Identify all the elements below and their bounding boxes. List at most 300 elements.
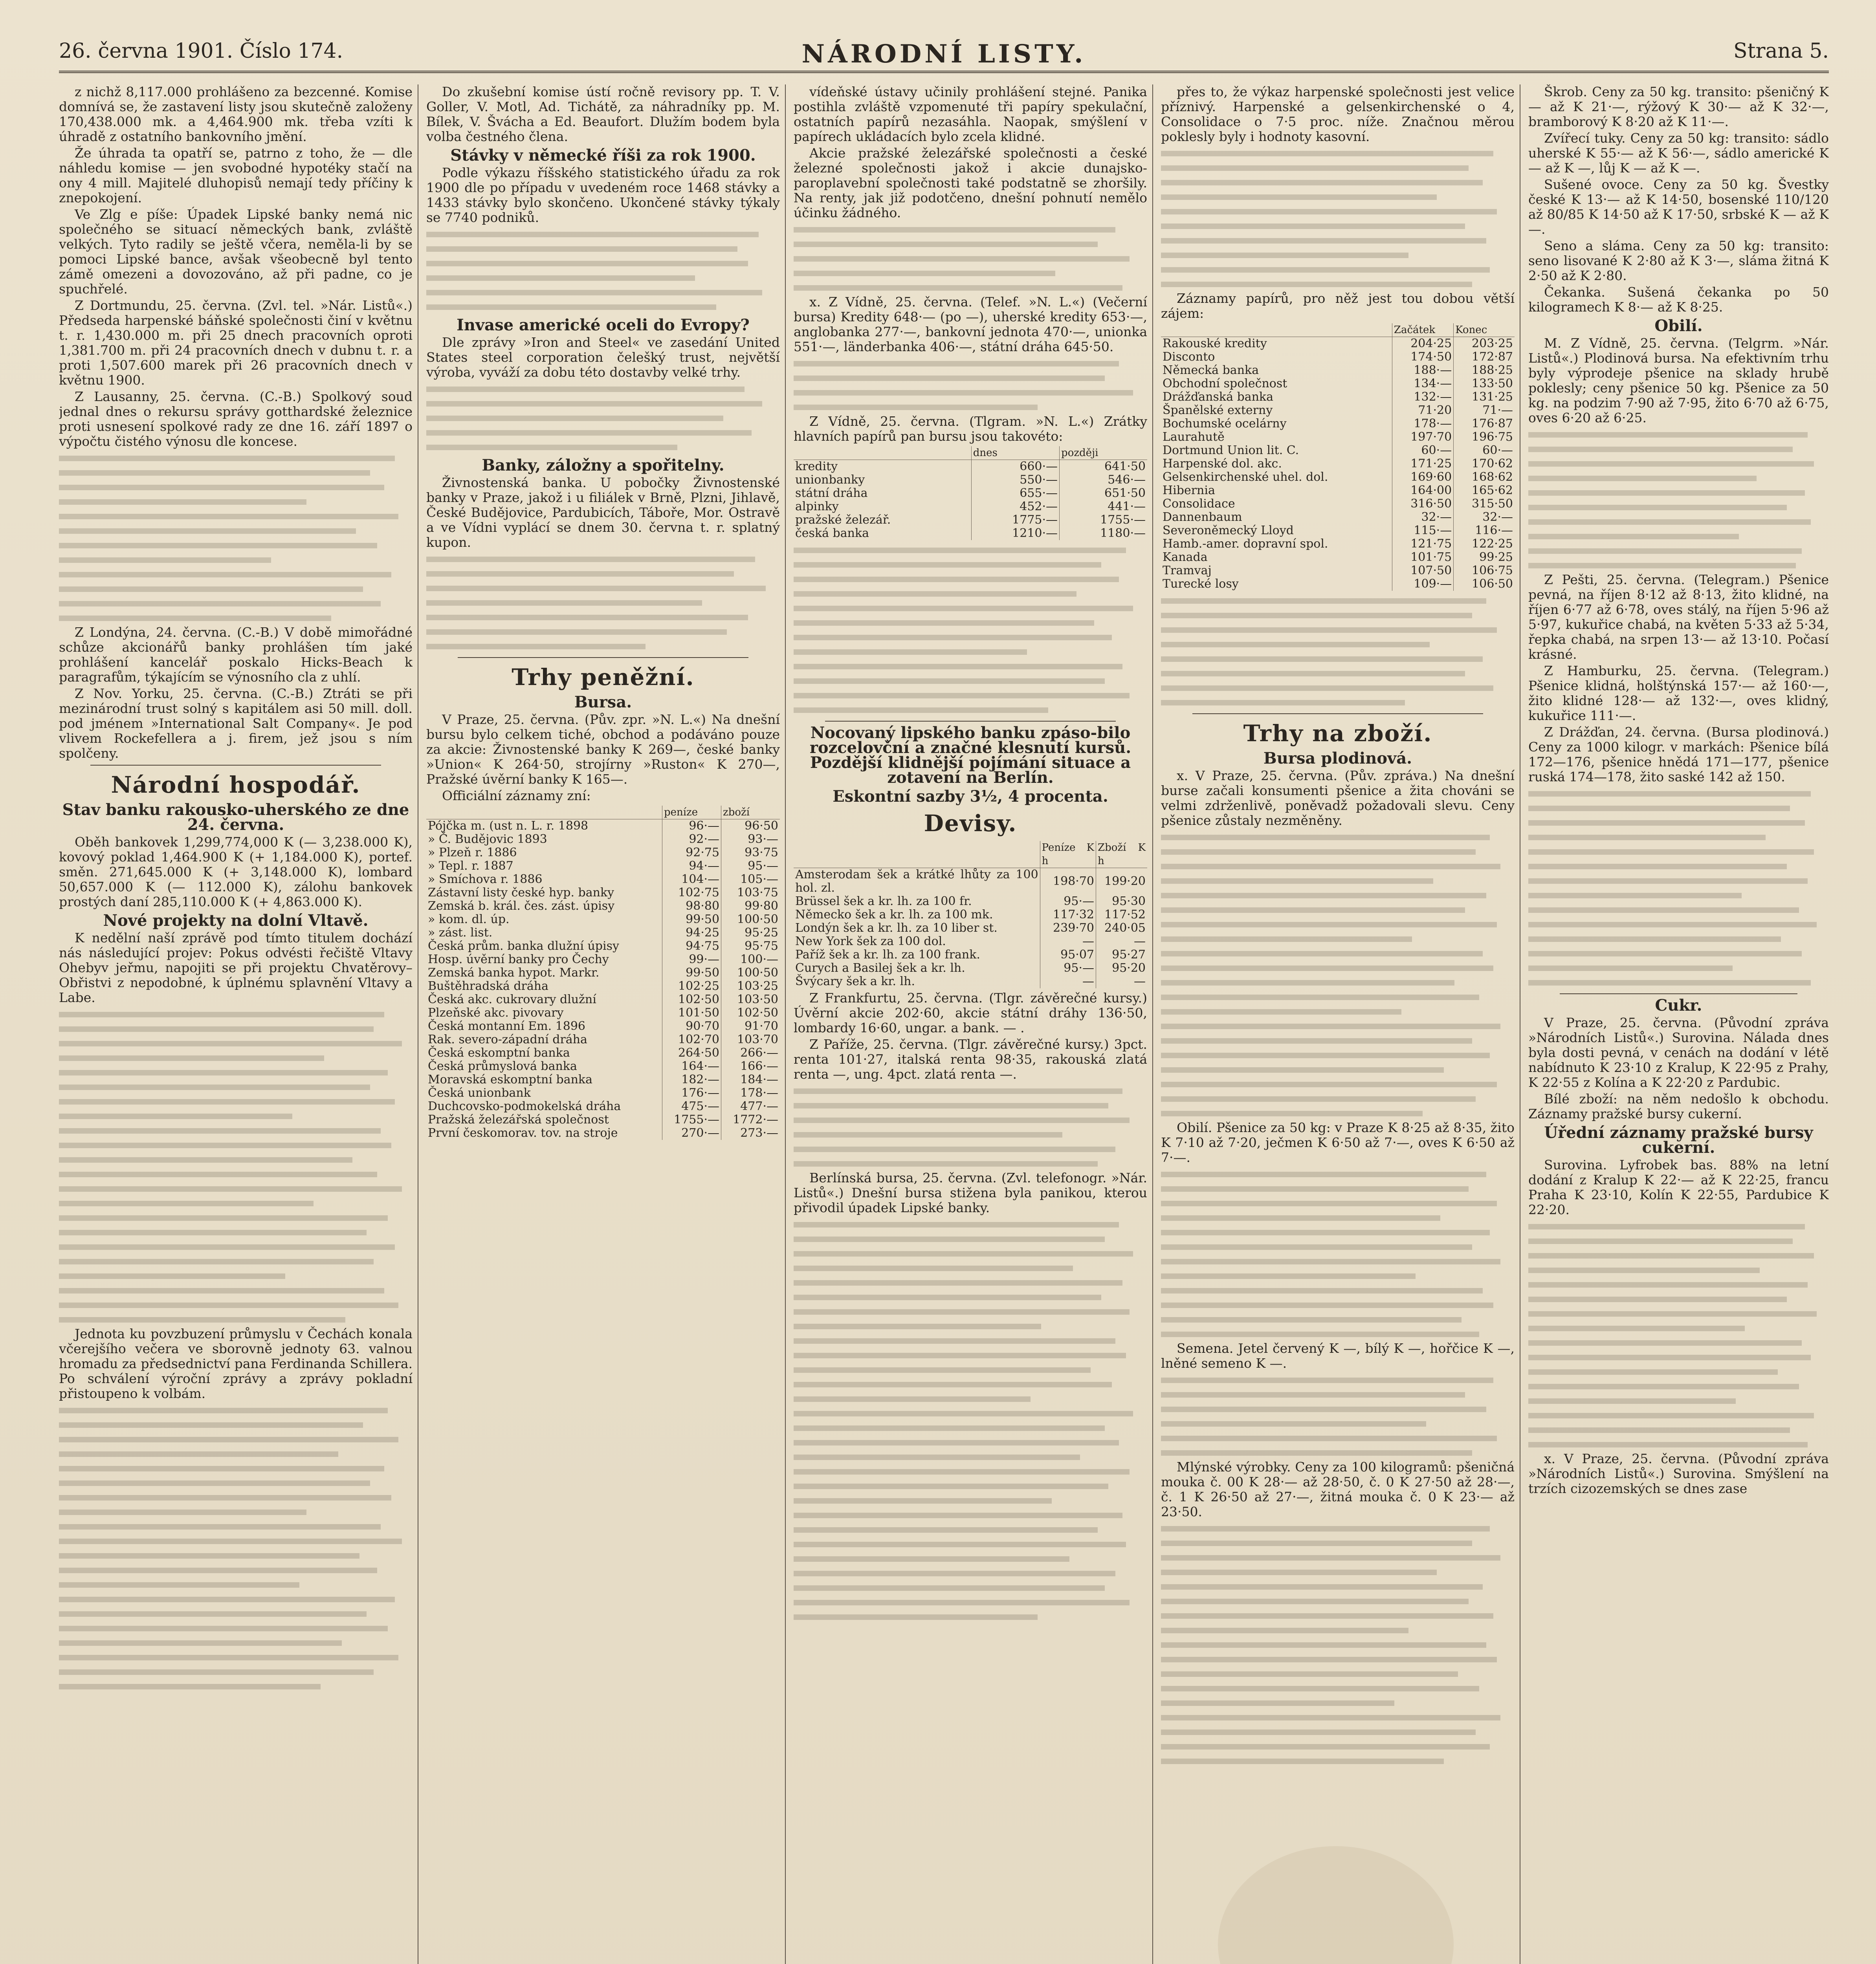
table-cell: 122·25 <box>1454 537 1515 551</box>
article-paragraph: M. Z Vídně, 25. června. (Telgrm. »Nár. Listů«.) Plodinová bursa. Na efektivním trhu byly výprodeje pšenice na sklady hrubě poklesly; ceny pšenice 50 kg. Pšenice za 50 kg. na podzim 7·90 až 7·95, žito 6·70 až 6·75, oves 6·20 až 6·25. <box>1528 335 1829 425</box>
table-cell: 95·— <box>1040 895 1096 908</box>
article-paragraph: V Praze, 25. června. (Původní zpráva »Národních Listů«.) Surovina. Nálada dnes byla dosti pevná, v cenách na dodání v létě nabídnuto K 23·10 z Kralup, K 22·95 z Prahy, K 22·55 z Kolína a K 22·20 z Pardubic. <box>1528 1015 1829 1090</box>
table-cell: 106·50 <box>1454 577 1515 591</box>
table-cell: Hosp. úvěrní banky pro Čechy <box>428 953 609 966</box>
table-header-cell: Peníze K h <box>1040 841 1096 868</box>
text-filler <box>794 1083 1147 1171</box>
table-row <box>794 473 1147 487</box>
table-cell: 176·87 <box>1454 417 1515 431</box>
table-row <box>426 1073 780 1086</box>
table-header-cell <box>426 806 662 819</box>
text-filler <box>794 542 1147 717</box>
table-cell: 101·75 <box>1392 551 1453 564</box>
table-cell: 1755·— <box>662 1113 721 1127</box>
table-row <box>426 1100 780 1113</box>
table-row <box>794 922 1147 935</box>
text-filler <box>794 222 1147 295</box>
table-row <box>1161 564 1515 577</box>
article-paragraph: Officiální záznamy zní: <box>442 788 591 803</box>
table-cell: 204·25 <box>1392 337 1453 351</box>
table-cell: 178·— <box>721 1086 780 1100</box>
table-cell: Německo šek a kr. lh. za 100 mk. <box>795 908 993 922</box>
table-cell: 96·50 <box>721 819 780 833</box>
table-row <box>426 886 780 900</box>
table-cell: 550·— <box>971 473 1059 487</box>
table-cell: 106·75 <box>1454 564 1515 577</box>
table-cell: 266·— <box>721 1046 780 1060</box>
table-cell: 94·— <box>662 859 721 873</box>
article-paragraph: Seno a sláma. Ceny za 50 kg: transito: seno lisované K 2·80 až K 3·—, sláma žitná K 2·50 až K 2·80. <box>1528 238 1829 283</box>
article-paragraph: Čekanka. Sušená čekanka po 50 kilogramech K 8·— až K 8·25. <box>1528 284 1829 315</box>
table-row <box>426 926 780 940</box>
table-cell: 660·— <box>971 460 1059 474</box>
article-heading: Bursa. <box>574 693 632 711</box>
table-cell: Dortmund Union lit. C. <box>1163 443 1299 457</box>
table-row <box>1161 404 1515 417</box>
column-2 <box>426 84 780 1964</box>
table-cell: New York šek za 100 dol. <box>795 934 946 948</box>
table-cell: 165·62 <box>1454 484 1515 497</box>
section-title: Národní hospodář. <box>111 771 361 798</box>
table-cell: Česká unionbank <box>428 1086 531 1100</box>
table-cell: 60·— <box>1392 444 1453 457</box>
table-cell: 102·50 <box>662 993 721 1006</box>
text-filler <box>426 381 780 454</box>
table-cell: Španělské externy <box>1163 403 1273 417</box>
table-cell: 239·70 <box>1040 922 1096 935</box>
table-cell: 90·70 <box>662 1020 721 1033</box>
article-paragraph: x. V Praze, 25. června. (Pův. zpráva.) Na dnešní burse začali konsumenti pšenice a žita chováni se velmi zdrženlivě, poněvadž požadovali slevu. Ceny pšenice zůstaly nezměněny. <box>1161 768 1515 828</box>
table-cell: 168·62 <box>1454 471 1515 484</box>
table-header-cell: Začátek <box>1392 323 1453 337</box>
table-cell: 100·— <box>721 953 780 966</box>
table-cell: 103·50 <box>721 993 780 1006</box>
table-row <box>1161 537 1515 551</box>
text-filler <box>1161 1372 1515 1460</box>
table-cell: 103·75 <box>721 886 780 900</box>
article-paragraph: Z Lausanny, 25. června. (C.-B.) Spolkový soud jednal dnes o rekursu správy gotthardské železnice proti usnesení spolkové rady ze dne 16. září 1897 o výpočtu čistého výnosu dle koncese. <box>59 389 413 449</box>
table-cell: Severoněmecký Lloyd <box>1163 524 1294 537</box>
table-cell: 94·75 <box>662 940 721 953</box>
text-filler <box>1161 593 1515 709</box>
text-filler <box>59 1007 413 1326</box>
table-row <box>1161 377 1515 390</box>
table-header-cell: Zboží K h <box>1096 841 1147 868</box>
table-row <box>794 487 1147 500</box>
newspaper-title: NÁRODNÍ LISTY. <box>801 39 1086 69</box>
table-cell: Zástavní listy české hyp. banky <box>428 886 614 900</box>
table-cell: 102·25 <box>662 980 721 993</box>
table-row <box>1161 444 1515 457</box>
article-paragraph: Bílé zboží: na něm nedošlo k obchodu. Záznamy pražské bursy cukerní. <box>1528 1091 1829 1121</box>
table-cell: 546·— <box>1060 473 1147 487</box>
article-paragraph: Z Paříže, 25. června. (Tlgr. závěrečné kursy.) 3pct. renta 101·27, italská renta 98·35, rakouská zlatá renta —, ung. 4pct. zlatá renta —. <box>794 1037 1147 1082</box>
table-row <box>1161 457 1515 471</box>
table-cell: Bochumské ocelárny <box>1163 417 1287 431</box>
table-cell: 115·— <box>1392 524 1453 537</box>
table-cell: Česká montanní Em. 1896 <box>428 1019 586 1033</box>
article-paragraph: Semena. Jetel červený K —, bílý K —, hořčice K —, lněné semeno K —. <box>1161 1341 1515 1371</box>
table-cell: 651·50 <box>1060 487 1147 500</box>
table-row <box>1161 471 1515 484</box>
article-paragraph: Zvířecí tuky. Ceny za 50 kg: transito: sádlo uherské K 55·— až K 56·—, sádlo americké K — až K —, lůj K — až K —. <box>1528 130 1829 176</box>
article-paragraph: Akcie pražské železářské společnosti a české železné společnosti jakož i akcie dunajsko-paroplavební společnosti také podstatně se zhoršily. Na renty, jak již podotčeno, dnešní pohnutí nemělo účinku žádného. <box>794 145 1147 220</box>
table-cell: 182·— <box>662 1073 721 1086</box>
table-cell: 315·50 <box>1454 497 1515 511</box>
table-cell: 95·30 <box>1096 895 1147 908</box>
table-row <box>1161 484 1515 497</box>
table-cell: Rak. severo-západní dráha <box>428 1033 587 1046</box>
article-paragraph: z nichž 8,117.000 prohlášeno za bezcenné. Komise domnívá se, že zastavení listy jsou skutečně založeny 170,438.000 mk. a 4,464.900 mk. třeba vzíti k úhradě z ostatního bankovního jmění. <box>59 84 413 144</box>
table-cell: 164·00 <box>1392 484 1453 497</box>
table-header-cell <box>794 841 1040 868</box>
table-cell: 1210·— <box>971 527 1059 540</box>
table-cell: 184·— <box>721 1073 780 1086</box>
table-cell: Laurahutě <box>1163 430 1225 444</box>
table-cell: Česká akc. cukrovary dlužní <box>428 993 596 1006</box>
table-header-cell: později <box>1060 446 1147 460</box>
table-cell: 109·— <box>1392 577 1453 591</box>
table-cell: 93·— <box>721 833 780 846</box>
table-cell: 95·27 <box>1096 948 1147 962</box>
table-cell: Disconto <box>1163 350 1215 364</box>
table-cell: 99·50 <box>662 913 721 926</box>
text-filler <box>59 1403 413 1693</box>
table-row <box>794 975 1147 988</box>
berlin-quotes-table <box>1161 323 1515 591</box>
table-cell: » Plzeň r. 1886 <box>428 846 517 859</box>
table-cell: 99·50 <box>662 966 721 980</box>
article-paragraph: V Praze, 25. června. (Pův. zpr. »N. L.«) Na dnešní bursu bylo celkem tiché, obchod a podáváno pouze za akcie: Živnostenské banky K 269—, české banky »Union« K 264·50, strojírny »Ruston« K 270—, Pražské úvěrní banky K 165—. <box>426 712 780 787</box>
text-filler <box>1161 830 1515 1120</box>
table-cell: 172·87 <box>1454 350 1515 364</box>
table-row <box>1161 364 1515 377</box>
table-row <box>794 460 1147 474</box>
table-row <box>426 940 780 953</box>
table-cell: První českomorav. tov. na stroje <box>428 1126 618 1140</box>
table-cell: Brüssel šek a kr. lh. za 100 fr. <box>795 894 972 908</box>
table-row <box>1161 511 1515 524</box>
table-cell: 92·75 <box>662 846 721 859</box>
page-number: Strana 5. <box>1733 39 1829 63</box>
table-cell: Česká prům. banka dlužní úpisy <box>428 939 619 953</box>
table-cell: » kom. dl. úp. <box>428 912 510 926</box>
table-cell: 199·20 <box>1096 868 1147 895</box>
table-cell: Hibernia <box>1163 484 1215 497</box>
table-cell: 117·52 <box>1096 908 1147 922</box>
table-cell: Londýn šek a kr. lh. za 10 liber st. <box>795 921 998 935</box>
table-cell: 166·— <box>721 1060 780 1073</box>
table-row <box>426 1086 780 1100</box>
table-cell: 95·— <box>721 859 780 873</box>
table-cell: 95·75 <box>721 940 780 953</box>
article-paragraph: x. V Praze, 25. června. (Původní zpráva »Národních Listů«.) Surovina. Smýšlení na trzích cizozemských se dnes zase <box>1528 1451 1829 1496</box>
table-cell: 270·— <box>662 1127 721 1140</box>
prague-bourse-table <box>426 806 780 1140</box>
table-cell: 96·— <box>662 819 721 833</box>
table-header-cell: zboží <box>721 806 780 819</box>
table-row <box>1161 390 1515 404</box>
table-cell: Paříž šek a kr. lh. za 100 frank. <box>795 948 980 962</box>
article-paragraph: Podle výkazu říšského statistického úřadu za rok 1900 dle po případu v uvedeném roce 1468 stávky a 1433 stávky bylo skončeno. Ukončené stávky týkaly se 7740 podniků. <box>426 165 780 225</box>
table-row <box>426 1060 780 1073</box>
table-row <box>426 846 780 859</box>
issue-date: 26. června 1901. Číslo 174. <box>59 39 343 63</box>
table-cell: Hamb.-amer. dopravní spol. <box>1163 537 1328 551</box>
table-cell: 117·32 <box>1040 908 1096 922</box>
article-paragraph: Ve Zlg e píše: Úpadek Lipské banky nemá nic společného se situací německých bank, zvláště velkých. Tyto radily se ještě včera, neměla-li by se pomoci Lipské bance, avšak všeobecně byl tento zámě omezeni a dovozováno, až při padne, co je spuchřelé. <box>59 207 413 297</box>
text-filler <box>1161 1521 1515 1768</box>
article-paragraph: Z Frankfurtu, 25. června. (Tlgr. závěrečné kursy.) Úvěrní akcie 202·60, akcie státní dráhy 136·50, lombardy 16·60, ungar. a bank. — . <box>794 990 1147 1035</box>
table-cell: Pražská železářská společnost <box>428 1113 609 1127</box>
table-row <box>794 895 1147 908</box>
table-cell: 176·— <box>662 1086 721 1100</box>
article-paragraph: Z Dortmundu, 25. června. (Zvl. tel. »Nár. Listů«.) Předseda harpenské báňské společnosti činí v květnu t. r. 1,430.000 m. při 25 dnech pracovních oproti 1,381.700 m. při 24 pracovních dnech v dubnu t. r. a proti 1,507.600 marek při 26 pracovních dnech v květnu 1900. <box>59 298 413 388</box>
table-row <box>794 935 1147 948</box>
article-heading: Eskontní sazby 3½, 4 procenta. <box>833 787 1108 806</box>
devisy-table <box>794 841 1147 988</box>
table-cell: 102·75 <box>662 886 721 900</box>
article-paragraph: Berlínská bursa, 25. června. (Zvl. telefonogr. »Nár. Listů«.) Dnešní bursa stižena byla panikou, kterou přivodil úpadek Lipské banky. <box>794 1170 1147 1215</box>
table-cell: 104·— <box>662 873 721 886</box>
table-cell: — <box>1096 935 1147 948</box>
text-filler <box>794 356 1147 414</box>
table-cell: 170·62 <box>1454 457 1515 471</box>
text-filler <box>426 551 780 653</box>
table-header-cell <box>1161 323 1392 337</box>
table-cell: Drážďanská banka <box>1163 390 1273 404</box>
article-paragraph: x. Z Vídně, 25. června. (Telef. »N. L.«) (Večerní bursa) Kredity 648·— (po —), uherské kredity 653·—, anglobanka 277·—, bankovní jednota 470·—, unionka 551·—, länderbanka 406·—, státní dráha 645·50. <box>794 294 1147 354</box>
table-cell: 178·— <box>1392 417 1453 431</box>
table-cell: 196·75 <box>1454 431 1515 444</box>
table-cell: 100·50 <box>721 966 780 980</box>
article-heading: Stávky v německé říši za rok 1900. <box>450 146 756 165</box>
table-cell: 134·— <box>1392 377 1453 390</box>
table-row <box>426 980 780 993</box>
text-filler <box>59 451 413 625</box>
table-cell: Německá banka <box>1163 363 1259 377</box>
table-cell: 98·80 <box>662 900 721 913</box>
table-row <box>1161 337 1515 351</box>
table-row <box>426 873 780 886</box>
table-row <box>794 500 1147 513</box>
table-cell: Dannenbaum <box>1163 510 1242 524</box>
text-filler <box>1528 1219 1829 1451</box>
article-paragraph: Z Pešti, 25. června. (Telegram.) Pšenice pevná, na říjen 8·12 až 8·13, žito klidné, na říjen 6·77 až 6·78, oves stálý, na říjen 5·96 až 5·97, kukuřice chabá, na květen 5·33 až 5·34, řepka chabá, na srpen 13·— až 13·10. Počasí krásné. <box>1528 572 1829 662</box>
table-cell: 1180·— <box>1060 527 1147 540</box>
table-cell: 116·— <box>1454 524 1515 537</box>
table-row <box>426 953 780 966</box>
table-row <box>794 962 1147 975</box>
table-cell: Tramvaj <box>1163 564 1212 577</box>
table-cell: 107·50 <box>1392 564 1453 577</box>
table-cell: 103·70 <box>721 1033 780 1046</box>
article-paragraph: Oběh bankovek 1,299,774,000 K (— 3,238.000 K), kovový poklad 1,464.900 K (+ 1,184.000 K), portef. směn. 271,645.000 K (+ 3,148.000 K), lombard 50,657.000 K (— 112.000 K), zálohu bankovek prostých daní 285,110.000 K (+ 4,863.000 K). <box>59 834 413 909</box>
table-cell: kredity <box>795 460 838 473</box>
table-row <box>426 819 780 833</box>
table-cell: Česká eskomptní banka <box>428 1046 570 1060</box>
article-paragraph: Z Londýna, 24. června. (C.-B.) V době mimořádné schůze akcionářů banky prohlášen tím jaké prohlášení kancelář poskalo Hicks-Beach k paragrafům, týkajícím se výnosního cla z uhlí. <box>59 625 413 685</box>
table-row <box>426 993 780 1006</box>
table-row <box>1161 417 1515 431</box>
section-title: Trhy peněžní. <box>512 664 695 691</box>
table-cell: — <box>1040 935 1096 948</box>
table-header-cell <box>794 446 971 460</box>
table-row <box>794 868 1147 895</box>
table-cell: Curych a Basilej šek a kr. lh. <box>795 961 965 975</box>
table-cell: 94·25 <box>662 926 721 940</box>
table-cell: 203·25 <box>1454 337 1515 351</box>
article-paragraph: Živnostenská banka. U pobočky Živnostenské banky v Praze, jakož i u filiálek v Brně, Plzni, Jihlavě, České Budějovice, Pardubicích, Táboře, Mor. Ostravě a ve Vídni vyplácí se dnem 30. června t. r. splatný kupon. <box>426 475 780 550</box>
text-filler <box>1161 146 1515 291</box>
table-cell: Obchodní společnost <box>1163 377 1287 390</box>
table-cell: 131·25 <box>1454 390 1515 404</box>
article-paragraph: Záznamy papírů, pro něž jest tou dobou větší zájem: <box>1161 291 1515 321</box>
article-paragraph: Škrob. Ceny za 50 kg. transito: pšeničný K — až K 21·—, rýžový K 30·— až K 32·—, bramborový K 8·20 až K 11·—. <box>1528 84 1829 129</box>
table-cell: 99·80 <box>721 900 780 913</box>
table-cell: alpinky <box>795 500 839 513</box>
article-paragraph: přes to, že výkaz harpenské společnosti jest velice příznivý. Harpenské a gelsenkirchenské o 4, Consolidace o 7·5 proc. níže. Značnou měrou poklesly byly i hodnoty kasovní. <box>1161 84 1515 144</box>
table-cell: Rakouské kredity <box>1163 337 1267 350</box>
text-filler <box>794 1217 1147 1624</box>
table-cell: — <box>1040 975 1096 988</box>
table-cell: 1772·— <box>721 1113 780 1127</box>
column-4 <box>1161 84 1515 1964</box>
table-cell: 102·50 <box>721 1006 780 1020</box>
table-row <box>794 948 1147 962</box>
table-row <box>426 900 780 913</box>
table-cell: 99·— <box>662 953 721 966</box>
table-cell: Amsterodam šek a krátké lhůty za 100 hol. zl. <box>795 868 1038 895</box>
article-paragraph: vídeňské ústavy učinily prohlášení stejné. Panika postihla zvláště vzpomenuté tři papíry spekulační, ostatních papírů nezasáhla. Naopak, smýšlení v papírech ukládacích bylo zcela klidné. <box>794 84 1147 144</box>
table-cell: 171·25 <box>1392 457 1453 471</box>
table-cell: 92·— <box>662 833 721 846</box>
text-filler <box>1528 786 1829 989</box>
table-row <box>426 1046 780 1060</box>
table-cell: pražské železář. <box>795 513 891 527</box>
table-cell: Zemská b. král. čes. zást. úpisy <box>428 899 615 913</box>
table-cell: 95·25 <box>721 926 780 940</box>
table-cell: 60·— <box>1454 444 1515 457</box>
table-row <box>426 1006 780 1020</box>
table-cell: 132·— <box>1392 390 1453 404</box>
table-cell: česká banka <box>795 526 869 540</box>
article-paragraph: Sušené ovoce. Ceny za 50 kg. Švestky české K 13·— až K 14·50, bosenské 110/120 až 80/85 K 14·50 až K 17·50, srbské K — až K —. <box>1528 177 1829 237</box>
text-filler <box>1528 427 1829 572</box>
table-row <box>1161 350 1515 364</box>
article-paragraph: Z Drážďan, 24. června. (Bursa plodinová.) Ceny za 1000 kilogr. v markách: Pšenice bílá 172—176, pšenice hnědá 171—177, pšenice ruská 174—178, žito saské 142 až 150. <box>1528 724 1829 784</box>
table-cell: 1755·— <box>1060 513 1147 527</box>
column-5 <box>1528 84 1829 1964</box>
text-filler <box>426 227 780 314</box>
table-cell: 32·— <box>1454 511 1515 524</box>
table-row <box>1161 551 1515 564</box>
table-cell: 133·50 <box>1454 377 1515 390</box>
table-cell: » Smíchova r. 1886 <box>428 872 543 886</box>
table-cell: 188·— <box>1392 364 1453 377</box>
table-row <box>794 908 1147 922</box>
article-paragraph: Obilí. Pšenice za 50 kg: v Praze K 8·25 až 8·35, žito K 7·10 až 7·20, ječmen K 6·50 až 7·—, oves K 6·50 až 7·—. <box>1161 1120 1515 1165</box>
article-heading: Obilí. <box>1654 317 1703 335</box>
article-paragraph: Mlýnské výrobky. Ceny za 100 kilogramů: pšeničná mouka č. 00 K 28·— až 28·50, č. 0 K 27·50 až 28·—, č. 1 K 26·50 až 27·—, žitná mouka č. 0 K 23·— až 23·50. <box>1161 1459 1515 1519</box>
table-cell: » zást. list. <box>428 926 493 940</box>
page-header <box>59 35 1829 73</box>
table-row <box>1161 524 1515 537</box>
table-cell: 477·— <box>721 1100 780 1113</box>
table-cell: Turecké losy <box>1163 577 1239 591</box>
article-heading: Úřední záznamy pražské bursy cukerní. <box>1544 1123 1813 1157</box>
article-paragraph: Že úhrada ta opatří se, patrno z toho, že — dle náhledu komise — jen svobodné hypotéky stačí na ony 4 mill. Majitelé dluhopisů nemají tedy příčiny k znepokojení. <box>59 145 413 205</box>
article-heading: Cukr. <box>1655 996 1702 1015</box>
table-cell: 121·75 <box>1392 537 1453 551</box>
table-cell: Švýcary šek a kr. lh. <box>795 975 915 988</box>
article-heading: Stav banku rakousko-uherského ze dne 24. června. <box>62 801 409 834</box>
table-cell: Kanada <box>1163 550 1208 564</box>
table-cell: 95·20 <box>1096 962 1147 975</box>
table-cell: 164·— <box>662 1060 721 1073</box>
column-1 <box>59 84 413 1964</box>
table-cell: 95·07 <box>1040 948 1096 962</box>
text-filler <box>1161 1167 1515 1341</box>
table-cell: 316·50 <box>1392 497 1453 511</box>
table-cell: unionbanky <box>795 473 865 487</box>
table-cell: 71·20 <box>1392 404 1453 417</box>
article-paragraph: Do zkušební komise ústí ročně revisory pp. T. V. Goller, V. Motl, Ad. Tichátě, za náhradníky pp. M. Bílek, V. Švácha a Ed. Beaufort. Dlužím bodem byla volba čestného člena. <box>426 84 780 144</box>
table-cell: 169·60 <box>1392 471 1453 484</box>
table-header-cell: peníze <box>662 806 721 819</box>
section-title: Devisy. <box>924 810 1017 837</box>
article-heading: Banky, záložny a spořitelny. <box>482 456 724 475</box>
table-cell: 103·25 <box>721 980 780 993</box>
table-cell: Česká průmyslová banka <box>428 1059 577 1073</box>
table-row <box>426 966 780 980</box>
article-paragraph: K nedělní naší zprávě pod tímto titulem dochází nás následující projev: Pokus odvésti řečiště Vltavy Ohebyv jeřmu, napojiti se při projektu Chvatěrovy–Obřistvi z nepodobné, k úplnému splavnění Vltavy a Labe. <box>59 930 413 1005</box>
article-paragraph: Z Vídně, 25. června. (Tlgram. »N. L.«) Zrátky hlavních papírů pan bursu jsou takovéto: <box>794 414 1147 444</box>
table-cell: 99·25 <box>1454 551 1515 564</box>
article-heading: Nové projekty na dolní Vltavě. <box>103 911 369 930</box>
table-cell: 188·25 <box>1454 364 1515 377</box>
table-row <box>794 513 1147 527</box>
article-heading: Bursa plodinová. <box>1263 749 1412 768</box>
table-cell: 198·70 <box>1040 868 1096 895</box>
article-paragraph: Z Nov. Yorku, 25. června. (C.-B.) Ztráti se při mezinárodní trust solný s kapitálem asi 50 mill. doll. pod jménem »International Salt Company«. Je pod vlivem Rockefellera a j. firem, jež jsou s ním spolčeny. <box>59 686 413 761</box>
table-cell: 655·— <box>971 487 1059 500</box>
table-cell: Consolidace <box>1163 497 1235 511</box>
table-cell: státní dráha <box>795 486 868 500</box>
table-cell: » Tepl. r. 1887 <box>428 859 513 873</box>
table-cell: 32·— <box>1392 511 1453 524</box>
table-row <box>426 1127 780 1140</box>
table-cell: 93·75 <box>721 846 780 859</box>
table-row <box>1161 431 1515 444</box>
table-cell: 641·50 <box>1060 460 1147 474</box>
table-cell: 452·— <box>971 500 1059 513</box>
article-paragraph: Z Hamburku, 25. června. (Telegram.) Pšenice klidná, holštýnská 157·— až 160·—, žito klidné 128·— až 132·—, oves klidný, kukuřice 111·—. <box>1528 663 1829 723</box>
table-cell: Plzeňské akc. pivovary <box>428 1006 564 1020</box>
table-cell: Harpenské dol. akc. <box>1163 457 1282 471</box>
table-cell: Pójčka m. (ust n. L. r. 1898 <box>428 819 589 833</box>
vienna-quotes-table <box>794 446 1147 540</box>
article-heading: Nocovaný lipského banku zpáso-bilo rozcelovční a značné klesnutí kursů. Pozdější klidnější pojímání situace a zotavení na Berlín. <box>809 724 1131 787</box>
table-cell: 1775·— <box>971 513 1059 527</box>
table-row <box>1161 577 1515 591</box>
table-row <box>426 833 780 846</box>
table-row <box>426 1020 780 1033</box>
table-cell: 264·50 <box>662 1046 721 1060</box>
table-cell: 441·— <box>1060 500 1147 513</box>
article-heading: Invase americké oceli do Evropy? <box>457 316 750 334</box>
article-paragraph: Surovina. Lyfrobek bas. 88% na letní dodání z Kralup K 22·— až K 22·25, francu Praha K 23·10, Kolín K 22·55, Pardubice K 22·20. <box>1528 1157 1829 1217</box>
